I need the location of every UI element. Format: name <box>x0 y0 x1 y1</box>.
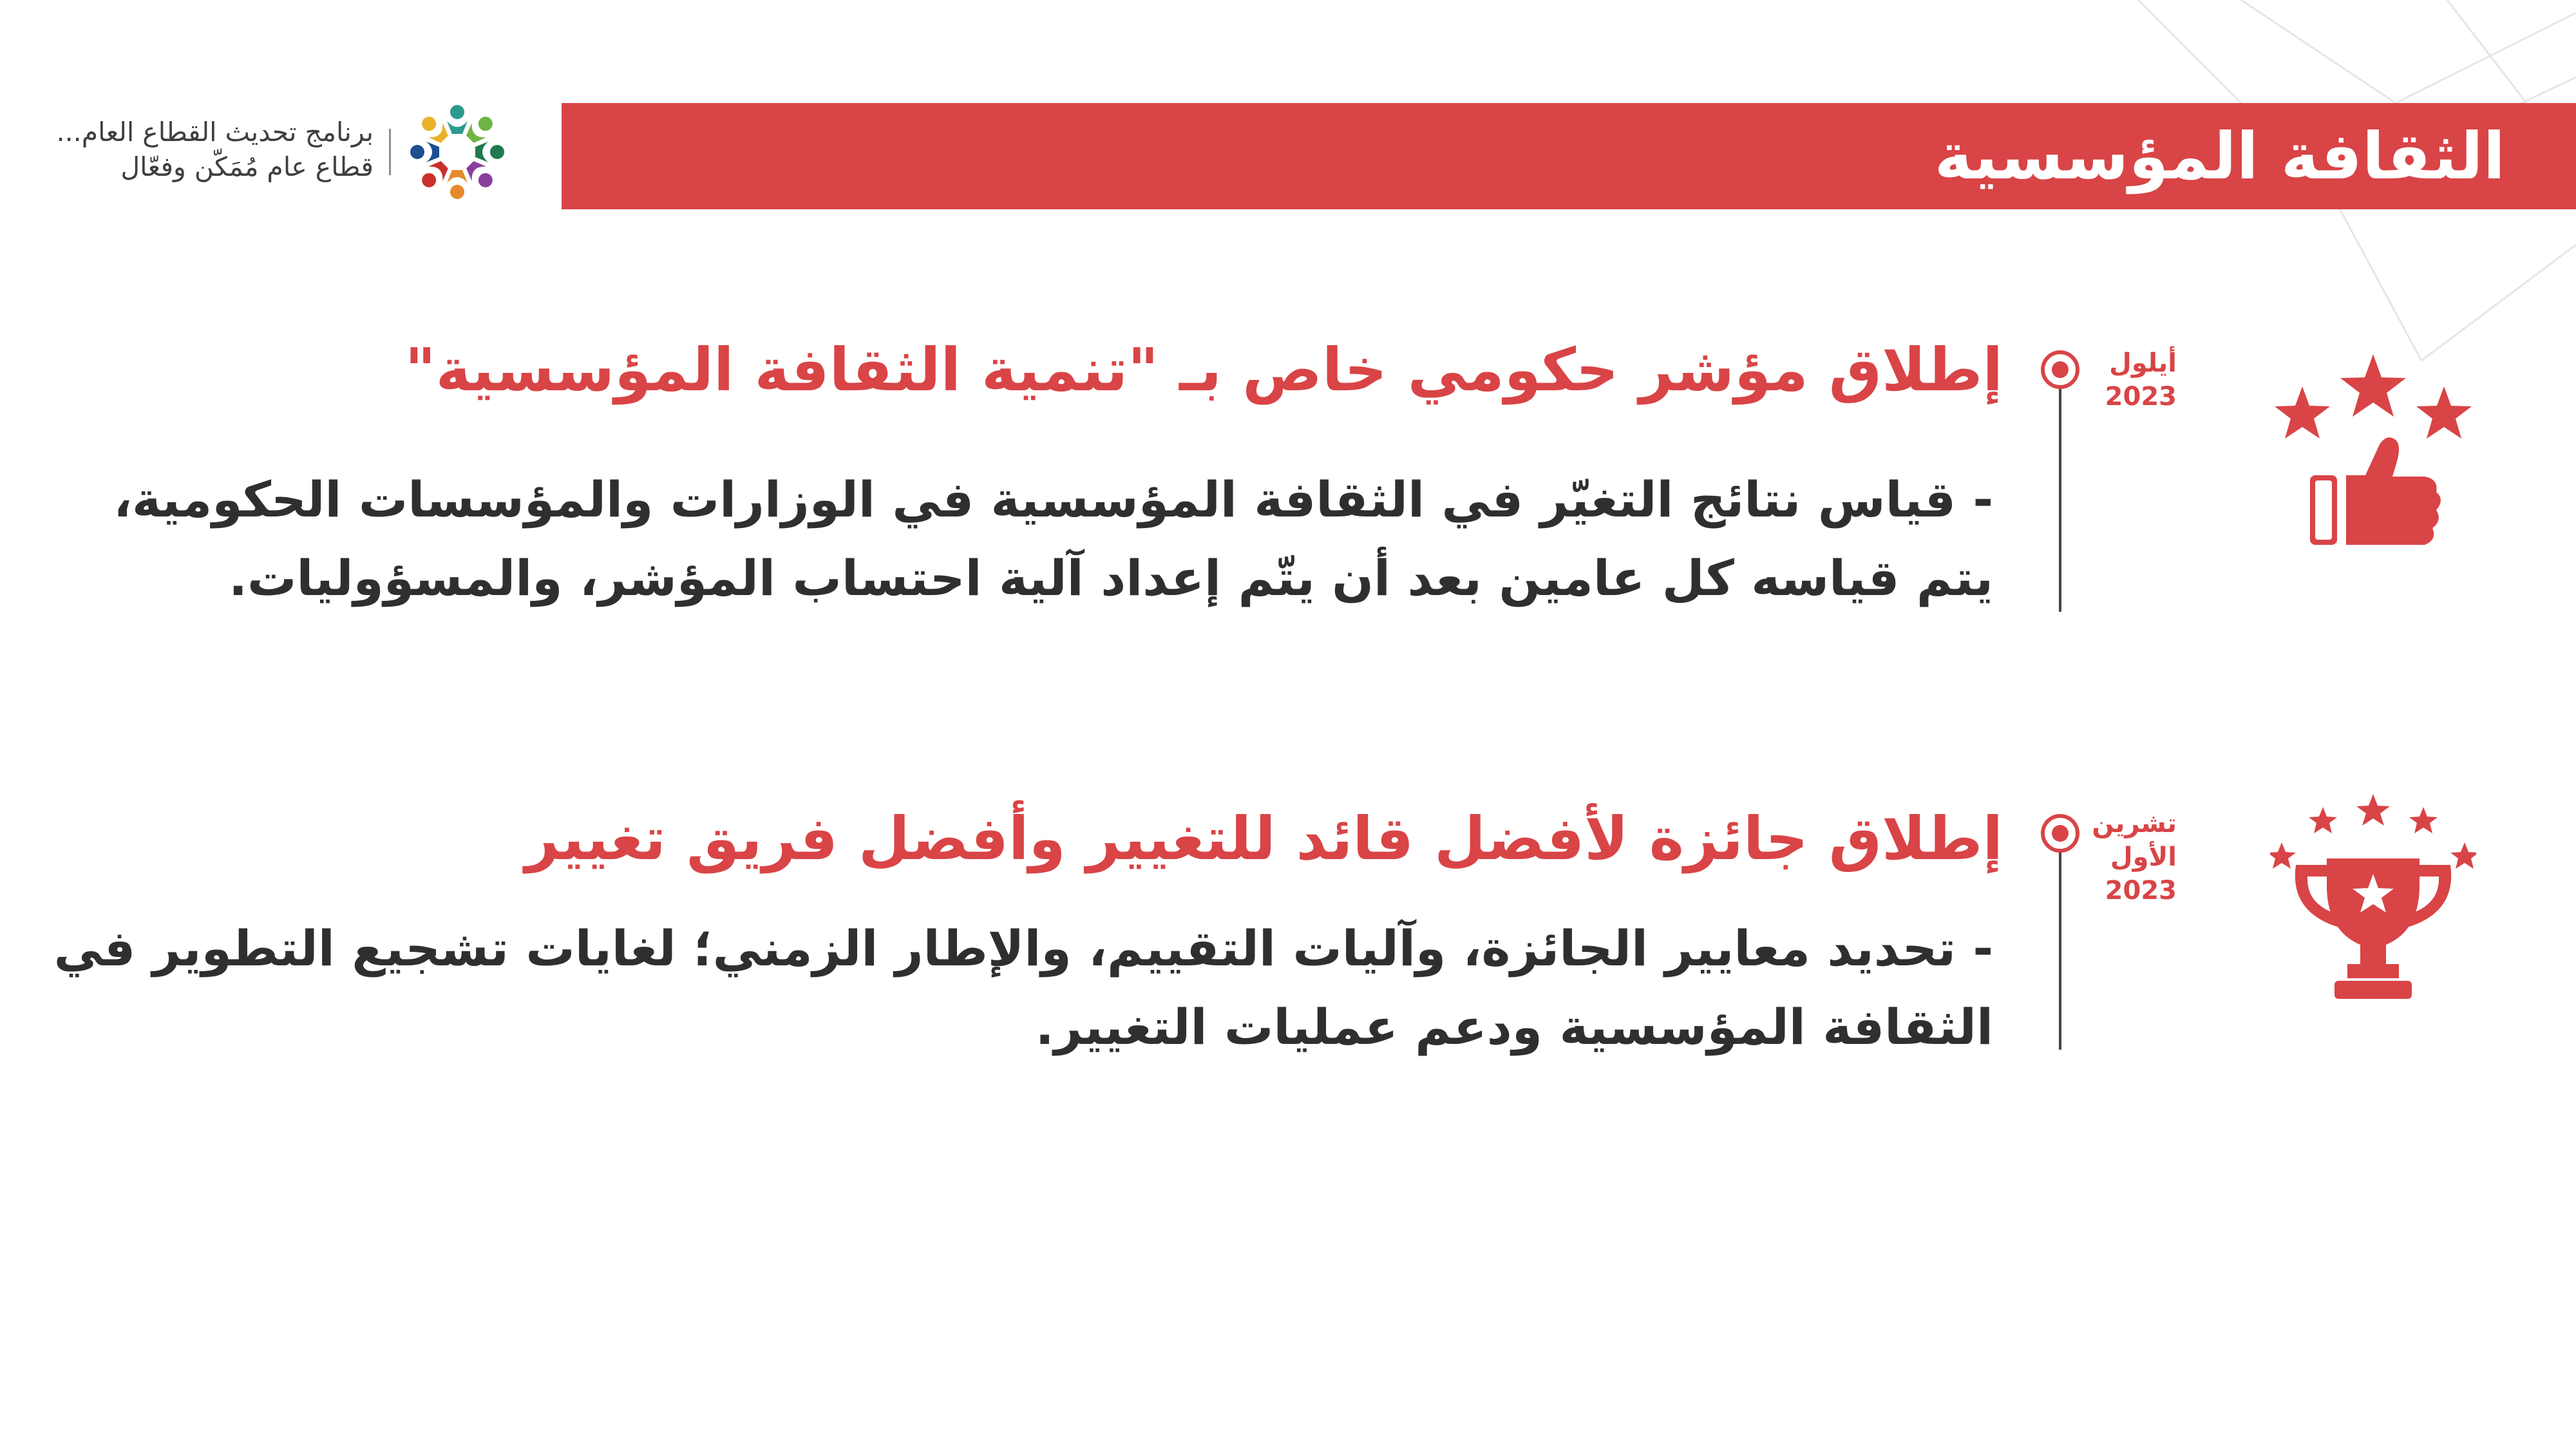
date-2-year: 2023 <box>2105 876 2177 905</box>
page-title: الثقافة المؤسسية <box>1934 118 2505 194</box>
header-bar <box>562 103 2576 209</box>
timeline-marker-1 <box>2041 350 2079 389</box>
item-1-description: - قياس نتائج التغيّر في الثقافة المؤسسية في الوزارات والمؤسسات الحكومية، يتم قياسه كل عامين بعد أن يتّم إعداد آلية احتساب المؤشر، والمسؤوليات. <box>113 471 1993 607</box>
timeline-line-1 <box>2059 367 2061 612</box>
timeline-marker-2 <box>2041 814 2079 853</box>
logo-line-1: برنامج تحديث القطاع العام... <box>56 117 374 147</box>
item-2-description: - تحديد معايير الجائزة، وآليات التقييم، والإطار الزمني؛ لغايات تشجيع التطوير في الثقافة المؤسسية ودعم عمليات التغيير. <box>53 920 1993 1056</box>
item-2-title: إطلاق جائزة لأفضل قائد للتغيير وأفضل فريق تغيير <box>525 804 2003 873</box>
date-1 <box>2105 346 2177 413</box>
date-1-year: 2023 <box>2105 382 2177 412</box>
date-2 <box>2092 807 2177 907</box>
date-2-month: تشرين <box>2092 809 2177 838</box>
date-2-month-2: الأول <box>2110 842 2177 872</box>
trophy-stars-icon <box>2270 789 2476 1011</box>
colorful-people-circle-logo-icon <box>406 98 509 204</box>
logo-line-2: قطاع عام مُمَكّن وفعّال <box>120 151 374 182</box>
timeline-line-2 <box>2059 831 2061 1050</box>
logo-divider <box>389 129 391 175</box>
thumbs-up-stars-icon <box>2270 354 2476 547</box>
date-1-month: أيلول <box>2109 348 2177 378</box>
logo-text <box>57 115 374 184</box>
item-1-title: إطلاق مؤشر حكومي خاص بـ "تنمية الثقافة المؤسسية" <box>404 336 2003 404</box>
